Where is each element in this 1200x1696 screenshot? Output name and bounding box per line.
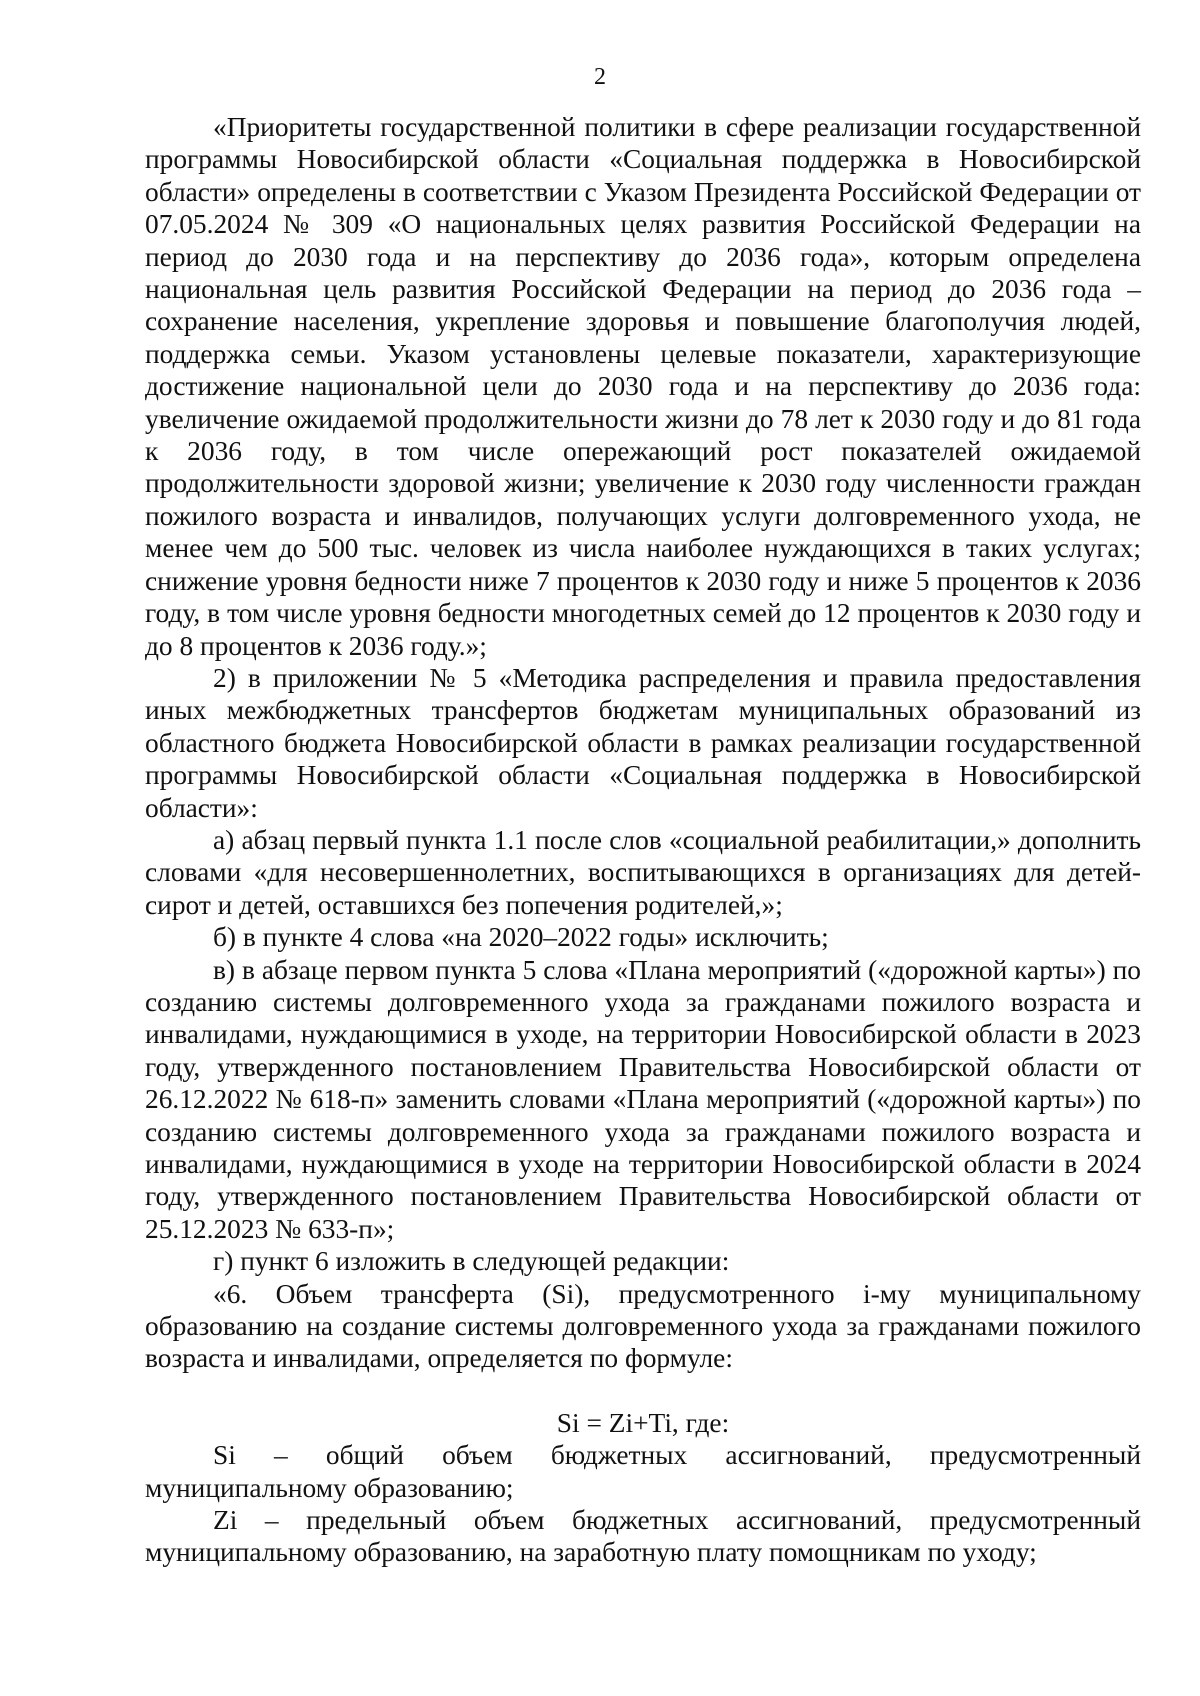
formula: Si = Zi+Ti, где: <box>556 1407 730 1438</box>
paragraph-item-b: б) в пункте 4 слова «на 2020–2022 годы» исключить; <box>213 922 829 953</box>
page-number: 2 <box>594 64 606 90</box>
paragraph-priorities: «Приоритеты государственной политики в сфере реализации государственной программы Новосибирской области «Социальная поддержка в Новосибирской области» определены в соответствии с Указом Президента Российской Федерации от 07.05.2024 № 309 «О национальных целях развития Российской Федерации на период до 2030 года и на перспективу до 2036 года», которым определена национальная цель развития Российской Федерации на период до 2036 года – сохранение населения, укрепление здоровья и повышение благополучия людей, поддержка семьи. Указом установлены целевые показатели, характеризующие достижение национальной цели до 2030 года и на перспективу до 2036 года: увеличение ожидаемой продолжительности жизни до 78 лет к 2030 году и до 81 года к 2036 году, в том числе опережающий рост показателей ожидаемой продолжительности здоровой жизни; увеличение к 2030 году численности граждан пожилого возраста и инвалидов, получающих услуги долговременного ухода, не менее чем до 500 тыс. человек из числа наиболее нуждающихся в таких услугах; снижение уровня бедности ниже 7 процентов к 2030 году и ниже 5 процентов к 2036 году, в том числе уровня бедности многодетных семей до 12 процентов к 2030 году и до 8 процентов к 2036 году.»; <box>145 112 1141 661</box>
definition-zi: Zi – предельный объем бюджетных ассигнований, предусмотренный муниципальному образованию, на заработную плату помощникам по уходу; <box>145 1505 1141 1568</box>
paragraph-item-g: г) пункт 6 изложить в следующей редакции: <box>213 1246 730 1277</box>
paragraph-point-6: «6. Объем трансферта (Si), предусмотренного i-му муниципальному образованию на создание системы долговременного ухода за гражданами пожилого возраста и инвалидами, определяется по формуле: <box>145 1278 1141 1374</box>
paragraph-item-v: в) в абзаце первом пункта 5 слова «Плана мероприятий («дорожной карты») по созданию системы долговременного ухода за гражданами пожилого возраста и инвалидами, нуждающимися в уходе, на территории Новосибирской области в 2023 году, утвержденного постановлением Правительства Новосибирской области от 26.12.2022 № 618-п» заменить словами «Плана мероприятий («дорожной карты») по созданию системы долговременного ухода за гражданами пожилого возраста и инвалидами, нуждающимися в уходе на территории Новосибирской области в 2024 году, утвержденного постановлением Правительства Новосибирской области от 25.12.2023 № 633-п»; <box>145 954 1141 1244</box>
paragraph-item-a: а) абзац первый пункта 1.1 после слов «социальной реабилитации,» дополнить словами «для несовершеннолетних, воспитывающихся в организациях для детей-сирот и детей, оставшихся без попечения родителей,»; <box>145 824 1141 920</box>
definition-si: Si – общий объем бюджетных ассигнований, предусмотренный муниципальному образованию; <box>145 1440 1141 1503</box>
document-body <box>145 111 1141 1569</box>
paragraph-appendix-5: 2) в приложении № 5 «Методика распределения и правила предоставления иных межбюджетных трансфертов бюджетам муниципальных образований из областного бюджета Новосибирской области в рамках реализации государственной программы Новосибирской области «Социальная поддержка в Новосибирской области»: <box>145 662 1141 823</box>
